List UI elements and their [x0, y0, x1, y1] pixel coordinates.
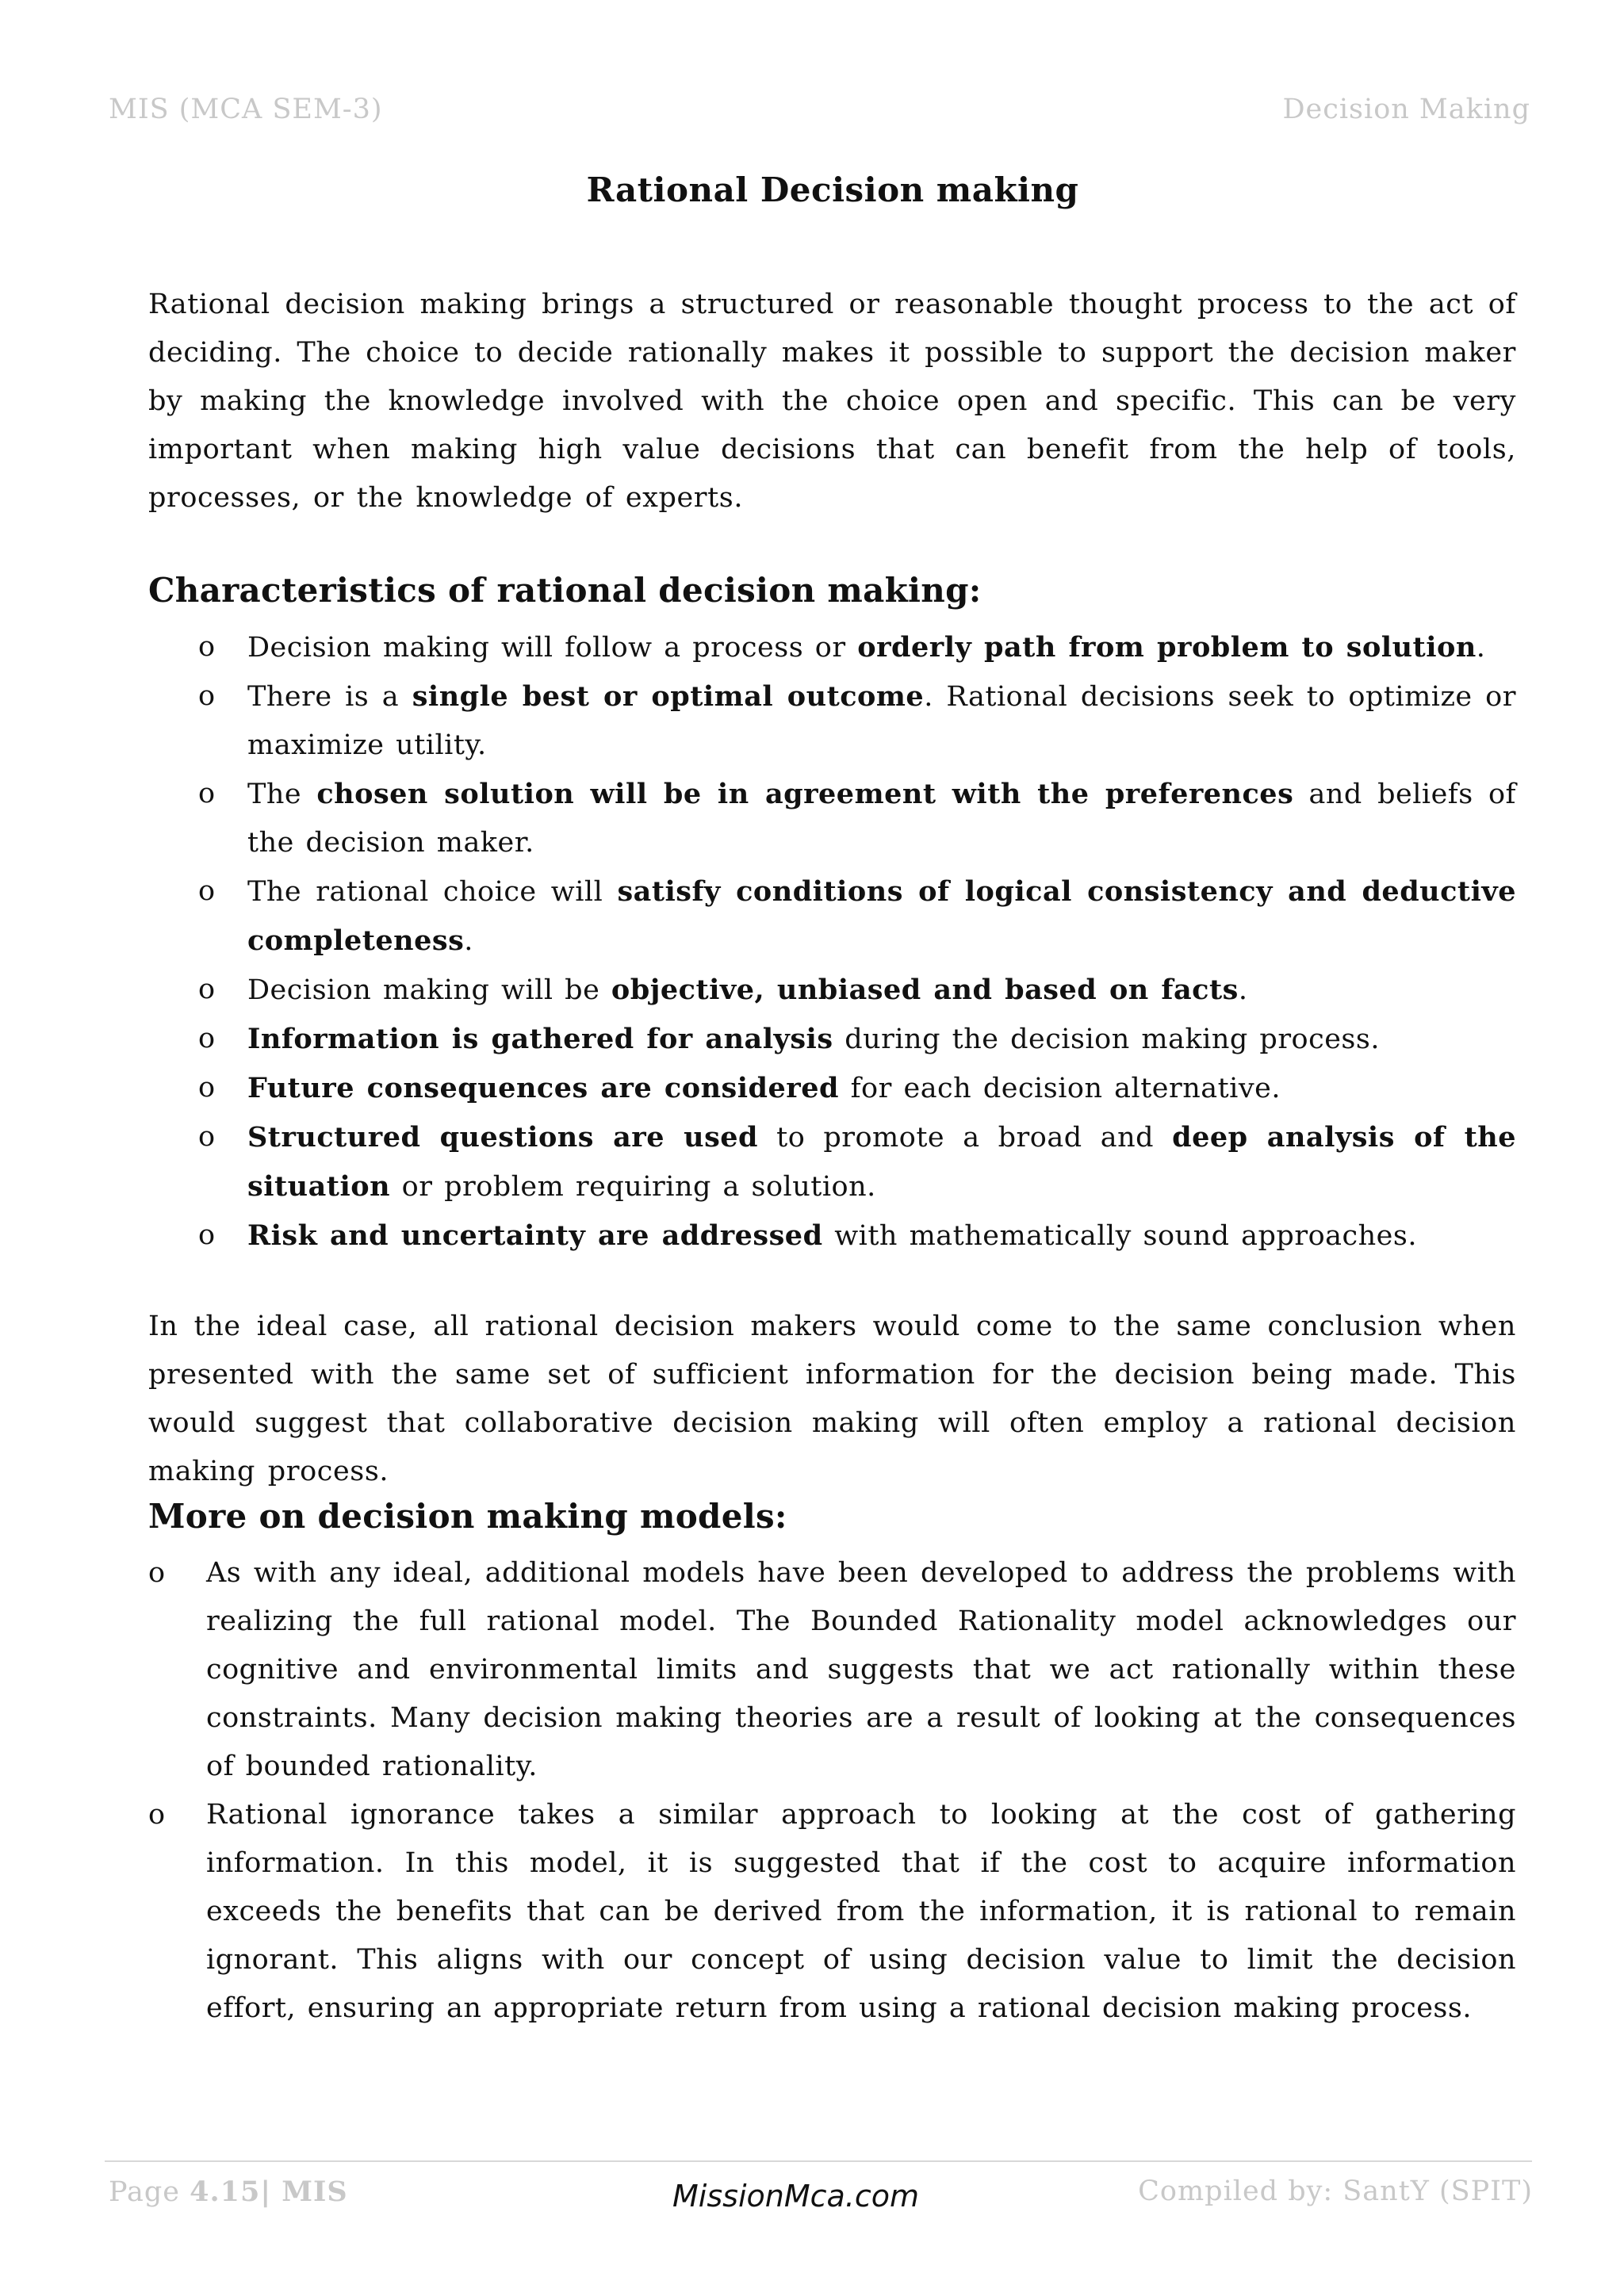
list-item: o Information is gathered for analysis during the decision making process.	[198, 1015, 1516, 1064]
bullet-icon: o	[198, 974, 216, 1005]
characteristics-list	[198, 623, 1516, 1261]
bullet-icon: o	[148, 1799, 166, 1831]
bullet-icon: o	[148, 1557, 166, 1589]
bullet-icon: o	[198, 1121, 216, 1153]
bullet-icon: o	[198, 680, 216, 712]
list-item: o There is a single best or optimal outcome. Rational decisions seek to optimize or maximize utility.	[198, 672, 1516, 770]
ideal-case-paragraph: In the ideal case, all rational decision makers would come to the same conclusion when presented with the same set of sufficient information for the decision being made. This would suggest that collaborative decision making will often employ a rational decision making process.	[148, 1311, 1516, 1487]
intro-paragraph: Rational decision making brings a structured or reasonable thought process to the act of deciding. The choice to decide rationally makes it possible to support the decision maker by making the knowledge involved with the choice open and specific. This can be very important when making high value decisions that can benefit from the help of tools, processes, or the knowledge of experts.	[148, 289, 1516, 514]
list-item: o Decision making will follow a process or orderly path from problem to solution.	[198, 623, 1516, 672]
list-item: o Rational ignorance takes a similar approach to looking at the cost of gathering information. In this model, it is suggested that if the cost to acquire information exceeds the benefits that can be derived from the information, it is rational to remain ignorant. This aligns with our concept of using decision value to limit the decision effort, ensuring an appropriate return from using a rational decision making process.	[148, 1791, 1516, 2033]
list-item: o Structured questions are used to promote a broad and deep analysis of the situation or problem requiring a solution.	[198, 1113, 1516, 1211]
list-item: o Risk and uncertainty are addressed with mathematically sound approaches.	[198, 1211, 1516, 1261]
list-item: o As with any ideal, additional models have been developed to address the problems with realizing the full rational model. The Bounded Rationality model acknowledges our cognitive and environmental limits and suggests that we act rationally within these constraints. Many decision making theories are a result of looking at the consequences of bounded rationality.	[148, 1549, 1516, 1791]
bullet-icon: o	[198, 1072, 216, 1104]
list-item: o The rational choice will satisfy conditions of logical consistency and deductive completeness.	[198, 867, 1516, 966]
bullet-icon: o	[198, 778, 216, 809]
bullet-icon: o	[198, 1023, 216, 1054]
header-left: MIS (MCA SEM-3)	[109, 94, 383, 125]
list-item: o Future consequences are considered for each decision alternative.	[198, 1064, 1516, 1113]
bullet-icon: o	[198, 875, 216, 907]
section1-heading: Characteristics of rational decision making:	[148, 571, 982, 610]
models-list	[148, 1549, 1516, 2033]
page-title: Rational Decision making	[586, 170, 1079, 209]
header-right: Decision Making	[1282, 94, 1530, 125]
list-item: o The chosen solution will be in agreement with the preferences and beliefs of the decision maker.	[198, 770, 1516, 867]
list-item: o Decision making will be objective, unbiased and based on facts.	[198, 966, 1516, 1015]
bullet-icon: o	[198, 631, 216, 663]
footer-page-number: Page 4.15| MIS	[109, 2175, 348, 2208]
footer-divider	[105, 2160, 1532, 2162]
footer-compiled-by: Compiled by: SantY (SPIT)	[1138, 2175, 1533, 2207]
footer-logo: MissionMca.com	[672, 2179, 920, 2214]
section2-heading: More on decision making models:	[148, 1497, 787, 1536]
bullet-icon: o	[198, 1219, 216, 1251]
